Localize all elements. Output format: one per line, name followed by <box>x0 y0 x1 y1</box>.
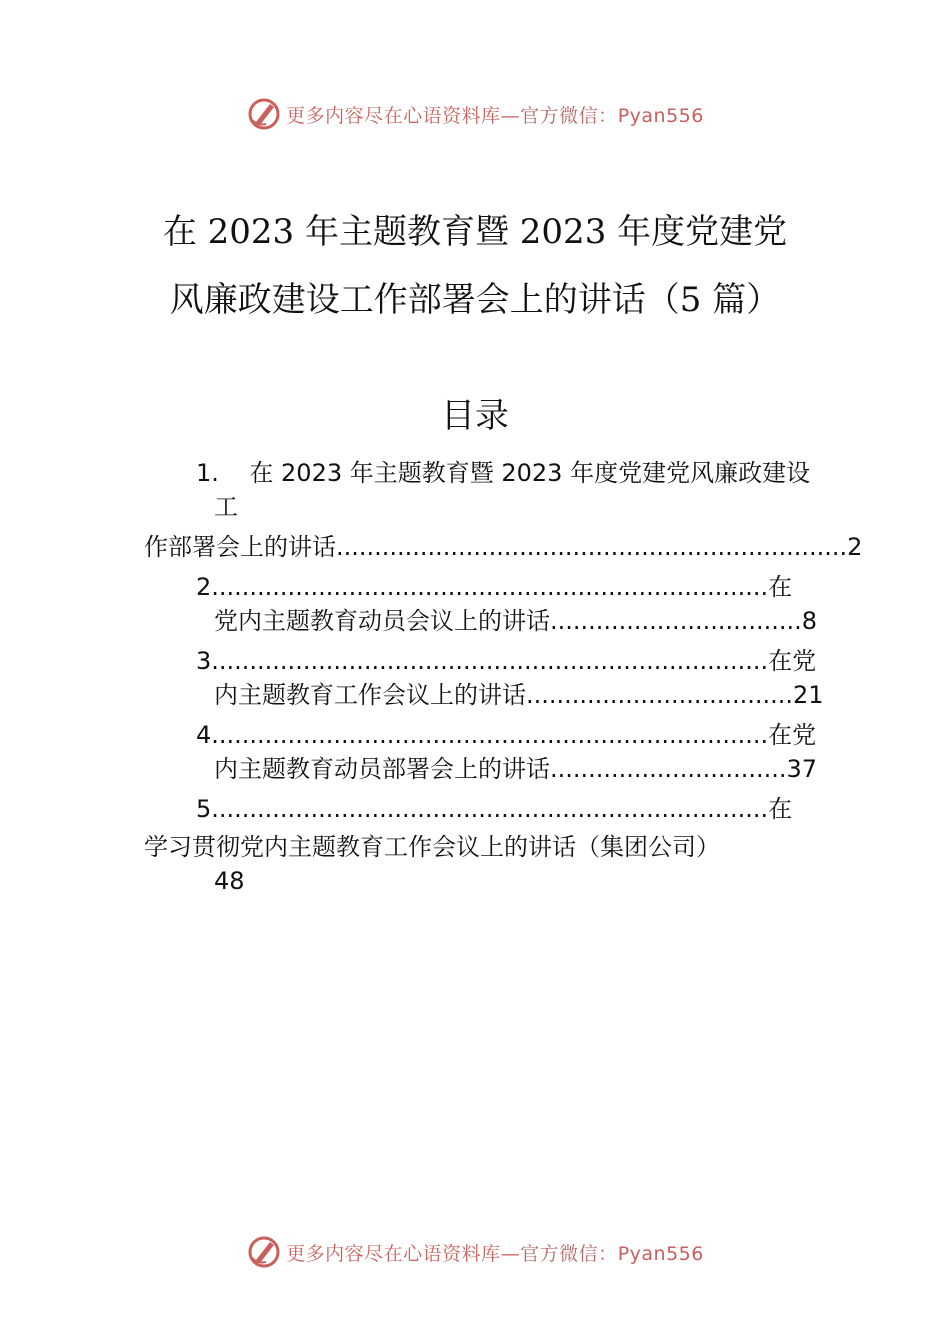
banner-slogan: 更多内容尽在心语资料库— <box>286 1242 521 1265</box>
banner-wechat-label: 官方微信： <box>520 1242 618 1265</box>
toc-item-4-line-1[interactable]: 4.........................................................................在党 <box>196 721 817 749</box>
footer-banner <box>0 1232 950 1272</box>
toc-item-2-line-2[interactable]: 党内主题教育动员会议上的讲话.................................8 <box>214 607 818 635</box>
banner-slogan: 更多内容尽在心语资料库— <box>286 104 521 127</box>
banner-wechat-label: 官方微信： <box>520 104 618 127</box>
toc-item-1-line-1[interactable]: 1. 在 2023 年主题教育暨 2023 年度党建党风廉政建设 <box>196 459 811 487</box>
toc-heading: 目录 <box>441 396 509 436</box>
pen-logo-icon <box>246 1234 282 1270</box>
pen-logo-icon <box>246 96 282 132</box>
banner-wechat-id: Pyan556 <box>617 104 704 127</box>
toc-item-1-line-2[interactable]: 工 <box>214 493 238 521</box>
document-title-line-1: 在 2023 年主题教育暨 2023 年度党建党 <box>162 212 788 252</box>
toc-item-5-line-1[interactable]: 5.........................................................................在 <box>196 795 793 823</box>
toc-item-5-line-2[interactable]: 学习贯彻党内主题教育工作会议上的讲话（集团公司） <box>144 833 720 861</box>
toc-item-3-line-1[interactable]: 3.........................................................................在党 <box>196 647 817 675</box>
toc-item-1-line-3[interactable]: 作部署会上的讲话...................................................................2 <box>144 533 863 561</box>
banner-text <box>286 1239 704 1266</box>
banner-text <box>286 101 704 128</box>
toc-item-4-line-2[interactable]: 内主题教育动员部署会上的讲话...............................37 <box>214 755 818 783</box>
toc-item-5-line-3[interactable]: 48 <box>214 867 245 895</box>
banner-wechat-id: Pyan556 <box>617 1242 704 1265</box>
header-banner <box>0 94 950 134</box>
toc-item-3-line-2[interactable]: 内主题教育工作会议上的讲话...................................21 <box>214 681 824 709</box>
document-title-line-2: 风廉政建设工作部署会上的讲话（5 篇） <box>169 280 781 320</box>
toc-item-2-line-1[interactable]: 2.........................................................................在 <box>196 573 793 601</box>
